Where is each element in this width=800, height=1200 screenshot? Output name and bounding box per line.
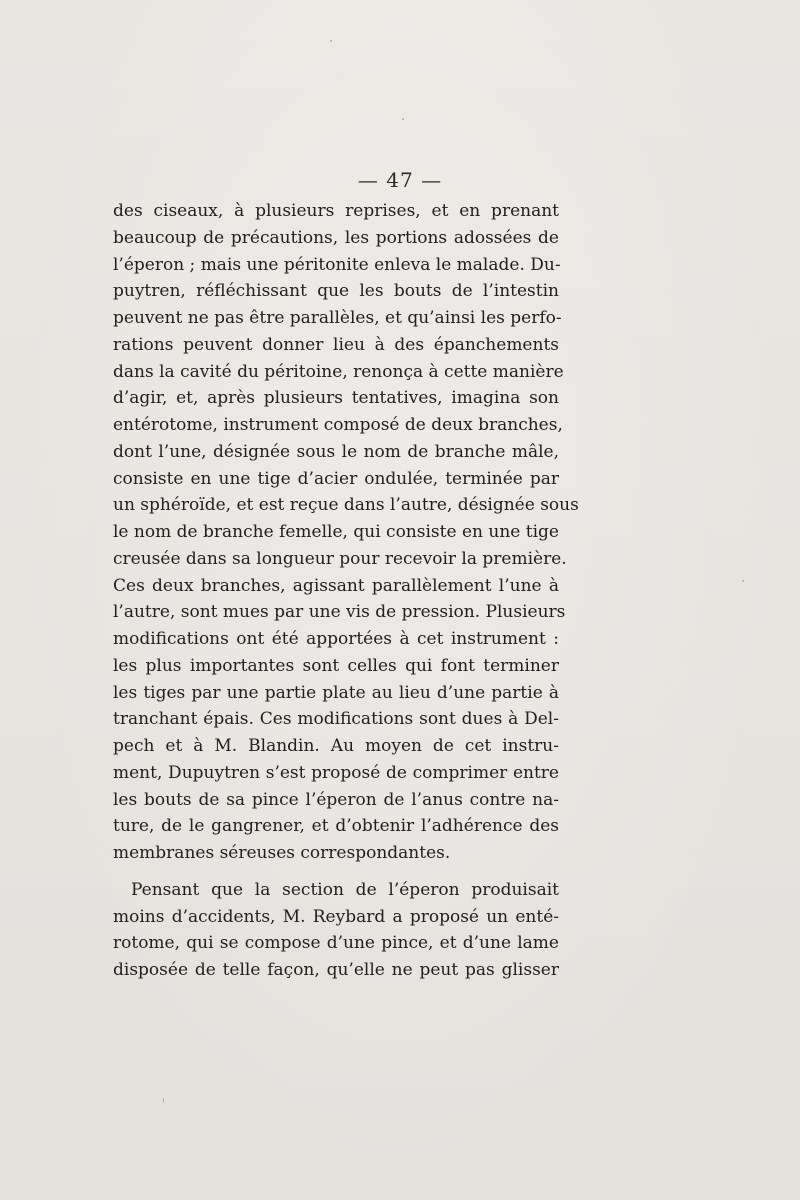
paper-speck (330, 40, 332, 42)
text-line: peuvent ne pas être parallèles, et qu’ainsi les perfo- (113, 308, 562, 328)
text-line: modifications ont été apportées à cet instrument : (113, 629, 559, 649)
paper-speck (402, 118, 404, 120)
text-line: ment, Dupuytren s’est proposé de comprimer entre (113, 762, 559, 783)
paper-speck (742, 580, 744, 582)
text-line: dans la cavité du péritoine, renonça à cette manière (113, 361, 564, 382)
text-line: consiste en une tige d’acier ondulée, terminée par (113, 468, 559, 489)
text-line: Ces deux branches, agissant parallèlement l’une à (113, 575, 559, 596)
text-line: des ciseaux, à plusieurs reprises, et en prenant (113, 201, 559, 221)
text-line: d’agir, et, après plusieurs tentatives, imagina son (113, 388, 559, 409)
paragraph-gap (113, 867, 559, 877)
text-line: disposée de telle façon, qu’elle ne peut pas glisser (113, 960, 559, 980)
text-line: le nom de branche femelle, qui consiste en une tige (113, 522, 559, 542)
text-line: membranes séreuses correspondantes. (113, 843, 451, 863)
text-line: tranchant épais. Ces modifications sont dues à Del- (113, 709, 559, 730)
text-line: dont l’une, désignée sous le nom de branche mâle, (113, 441, 559, 462)
text-line: l’éperon ; mais une péritonite enleva le malade. Du- (113, 254, 561, 275)
text-line: les bouts de sa pince l’éperon de l’anus contre na- (113, 789, 559, 810)
text-line: un sphéroïde, et est reçue dans l’autre, désignée sous (113, 495, 579, 516)
text-line: creusée dans sa longueur pour recevoir la première. (113, 548, 567, 569)
text-line: les tiges par une partie plate au lieu d’une partie à (113, 682, 559, 703)
text-line: pech et à M. Blandin. Au moyen de cet instru- (113, 736, 559, 756)
paragraph-1 (113, 198, 579, 867)
paper-speck (163, 1098, 164, 1103)
paragraph-2 (113, 877, 559, 984)
text-line: les plus importantes sont celles qui font terminer (113, 655, 559, 676)
text-line: rations peuvent donner lieu à des épanchements (113, 334, 559, 355)
text-line: l’autre, sont mues par une vis de pression. Plusieurs (113, 602, 566, 623)
page-number: — 47 — (357, 168, 443, 192)
text-line: Pensant que la section de l’éperon produisait (131, 879, 559, 900)
text-line: ture, de le gangrener, et d’obtenir l’adhérence des (113, 816, 559, 837)
text-block (113, 198, 579, 984)
text-line: rotome, qui se compose d’une pince, et d’une lame (113, 933, 559, 954)
text-line: entérotome, instrument composé de deux branches, (113, 415, 563, 435)
text-line: beaucoup de précautions, les portions adossées de (113, 227, 559, 248)
text-line: puytren, réfléchissant que les bouts de l’intestin (113, 281, 559, 302)
text-line: moins d’accidents, M. Reybard a proposé un enté- (113, 906, 559, 927)
